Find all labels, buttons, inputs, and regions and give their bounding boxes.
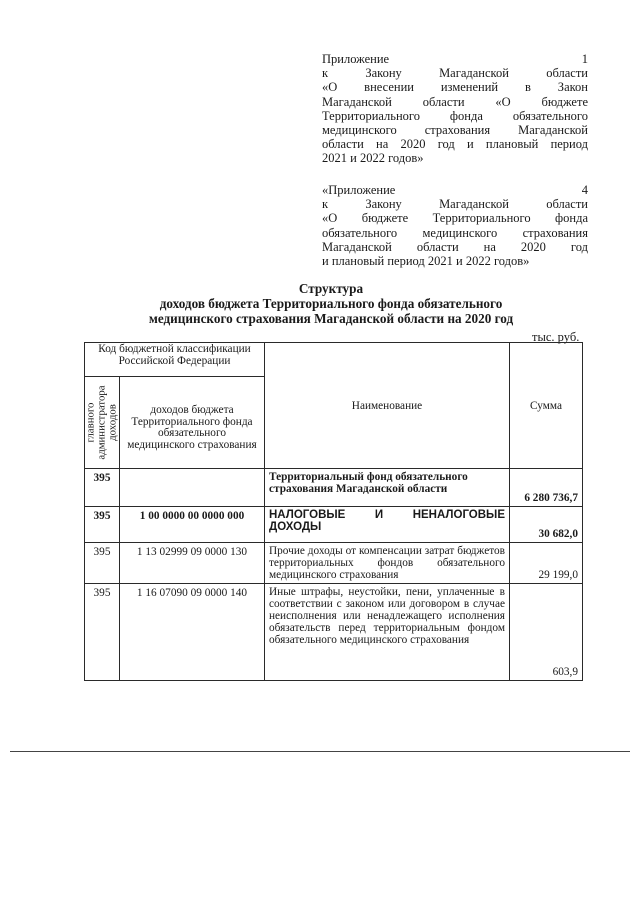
title-line-3: медицинского страхования Магаданской области на 2020 год	[148, 311, 514, 326]
cell-sum: 29 199,0	[510, 543, 583, 584]
cell-name-line: НАЛОГОВЫЕ И НЕНАЛОГОВЫЕ	[269, 509, 505, 521]
cell-sum: 603,9	[510, 584, 583, 681]
appendix-1-line: области на 2020 год и плановый период	[322, 137, 588, 152]
appendix-4-line: «О бюджете Территориального фонда	[322, 211, 588, 226]
cell-admin: 395	[85, 584, 120, 681]
appendix-1-note	[322, 52, 588, 166]
appendix-1-line: Магаданской области «О бюджете	[322, 94, 588, 109]
header-income-code: доходов бюджета Территориального фонда обязательного медицинского страхования	[120, 377, 265, 469]
cell-code: 1 16 07090 09 0000 140	[120, 584, 265, 681]
document-title	[100, 281, 562, 326]
appendix-4-line: обязательного медицинского страхования	[322, 225, 588, 240]
cell-admin: 395	[85, 543, 120, 584]
table-row	[85, 507, 583, 543]
appendix-1-line: к Закону Магаданской области	[322, 66, 588, 81]
title-line-2: доходов бюджета Территориального фонда обязательного	[159, 296, 503, 311]
cell-code	[120, 469, 265, 507]
appendix-4-note	[322, 183, 588, 268]
cell-code: 1 13 02999 09 0000 130	[120, 543, 265, 584]
header-admin: главного администратора доходов	[84, 385, 119, 460]
cell-sum: 30 682,0	[510, 507, 583, 543]
table-row	[85, 584, 583, 681]
appendix-4-line: к Закону Магаданской области	[322, 197, 588, 212]
cell-name: Территориальный фонд обязательного страхования Магаданской области	[265, 469, 510, 507]
header-name: Наименование	[265, 343, 510, 469]
cell-admin: 395	[85, 507, 120, 543]
appendix-4-line: «Приложение 4	[322, 183, 588, 197]
cell-admin: 395	[85, 469, 120, 507]
title-line-1: Структура	[298, 281, 364, 296]
cell-name-line: ДОХОДЫ	[269, 520, 322, 533]
appendix-4-line: и плановый период 2021 и 2022 годов»	[322, 254, 530, 269]
header-admin-cell	[85, 377, 120, 469]
cell-name	[265, 507, 510, 543]
unit-label: тыс. руб.	[532, 330, 580, 344]
cell-name: Иные штрафы, неустойки, пени, уплаченные в соответствии с законом или договором в случае неисполнения или ненадлежащего исполнения обязательств перед территориальным фондом обязательного медицинского страхования	[265, 584, 510, 681]
appendix-1-line: 2021 и 2022 годов»	[322, 151, 424, 166]
header-row-group	[85, 343, 583, 377]
cell-name: Прочие доходы от компенсации затрат бюджетов территориальных фондов обязательного медицинского страхования	[265, 543, 510, 584]
appendix-4-line: Магаданской области на 2020 год	[322, 239, 588, 254]
appendix-1-line: «О внесении изменений в Закон	[322, 80, 588, 95]
cell-sum: 6 280 736,7	[510, 469, 583, 507]
table-row	[85, 469, 583, 507]
appendix-1-line: медицинского страхования Магаданской	[322, 123, 588, 138]
footer-divider	[10, 751, 630, 752]
appendix-1-line: Приложение 1	[322, 52, 588, 66]
header-sum: Сумма	[510, 343, 583, 469]
income-table	[84, 342, 583, 681]
header-bcc-group: Код бюджетной классификации Российской Федерации	[85, 343, 265, 377]
cell-code: 1 00 0000 00 0000 000	[120, 507, 265, 543]
appendix-1-line: Территориального фонда обязательного	[322, 108, 588, 123]
table-row	[85, 543, 583, 584]
